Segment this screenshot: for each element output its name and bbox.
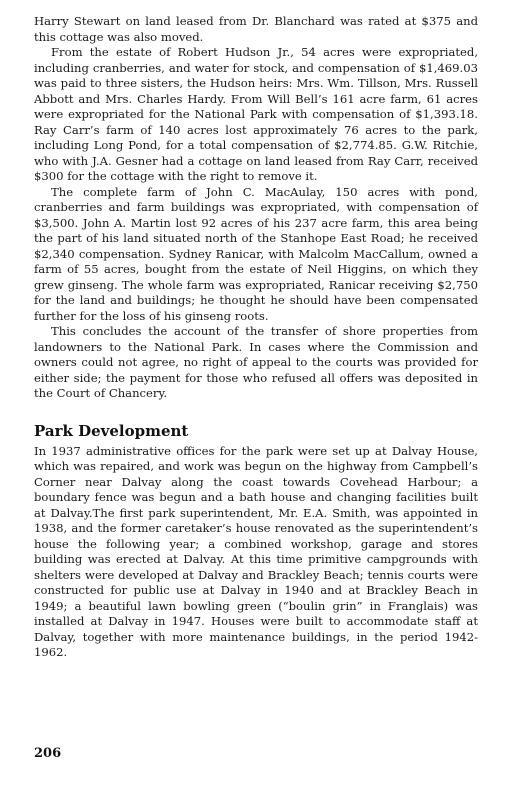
paragraph-continued: Harry Stewart on land leased from Dr. Blanchard was rated at $375 and this cottage was also moved. <box>34 14 478 44</box>
paragraph-park-development: In 1937 administrative offices for the park were set up at Dalvay House, which was repaired, and work was begun on the highway from Campbell’s Corner near Dalvay along the coast towards Covehead Harbour; a boundary fence was begun and a bath house and changing facilities built at Dalvay.The first park superintendent, Mr. E.A. Smith, was appointed in 1938, and the former caretaker’s house renovated as the superintendent’s house the following year; a combined workshop, garage and stores building was erected at Dalvay. At this time primitive campgrounds with shelters were developed at Dalvay and Brackley Beach; tennis courts were constructed for public use at Dalvay in 1940 and at Brackley Beach in 1949; a beautiful lawn bowling green (“boulin grin” in Franglais) was installed at Dalvay in 1947. Houses were built to accommodate staff at Dalvay, together with more maintenance buildings, in the period 1942-1962. <box>34 443 478 659</box>
section-heading: Park Development <box>34 421 189 440</box>
paragraph-conclusion: This concludes the account of the transfer of shore properties from landowners to the National Park. In cases where the Commission and owners could not agree, no right of appeal to the courts was provided for either side; the payment for those who refused all offers was deposited in the Court of Chancery. <box>34 324 478 400</box>
paragraph-hudson-estate: From the estate of Robert Hudson Jr., 54 acres were expropriated, including cranberries, and water for stock, and compensation of $1,469.03 was paid to three sisters, the Hudson heirs: Mrs. Wm. Tillson, Mrs. Russell Abbott and Mrs. Charles Hardy. From Will Bell’s 161 acre farm, 61 acres were expropriated for the National Park with compensation of $1,393.18. Ray Carr’s farm of 140 acres lost approximately 76 acres to the park, including Long Pond, for a total compensation of $2,774.85. G.W. Ritchie, who with J.A. Gesner had a cottage on land leased from Ray Carr, received $300 for the cottage with the right to remove it. <box>34 45 478 183</box>
page-number: 206 <box>34 746 62 761</box>
page-body <box>34 14 478 661</box>
paragraph-macaulay-farm: The complete farm of John C. MacAulay, 150 acres with pond, cranberries and farm buildings was expropriated, with compensation of $3,500. John A. Martin lost 92 acres of his 237 acre farm, this area being the part of his land situated north of the Stanhope East Road; he received $2,340 compensation. Sydney Ranicar, with Malcolm MacCallum, owned a farm of 55 acres, bought from the estate of Neil Higgins, on which they grew ginseng. The whole farm was expropriated, Ranicar receiving $2,750 for the land and buildings; he thought he should have been compensated further for the loss of his ginseng roots. <box>34 184 478 323</box>
